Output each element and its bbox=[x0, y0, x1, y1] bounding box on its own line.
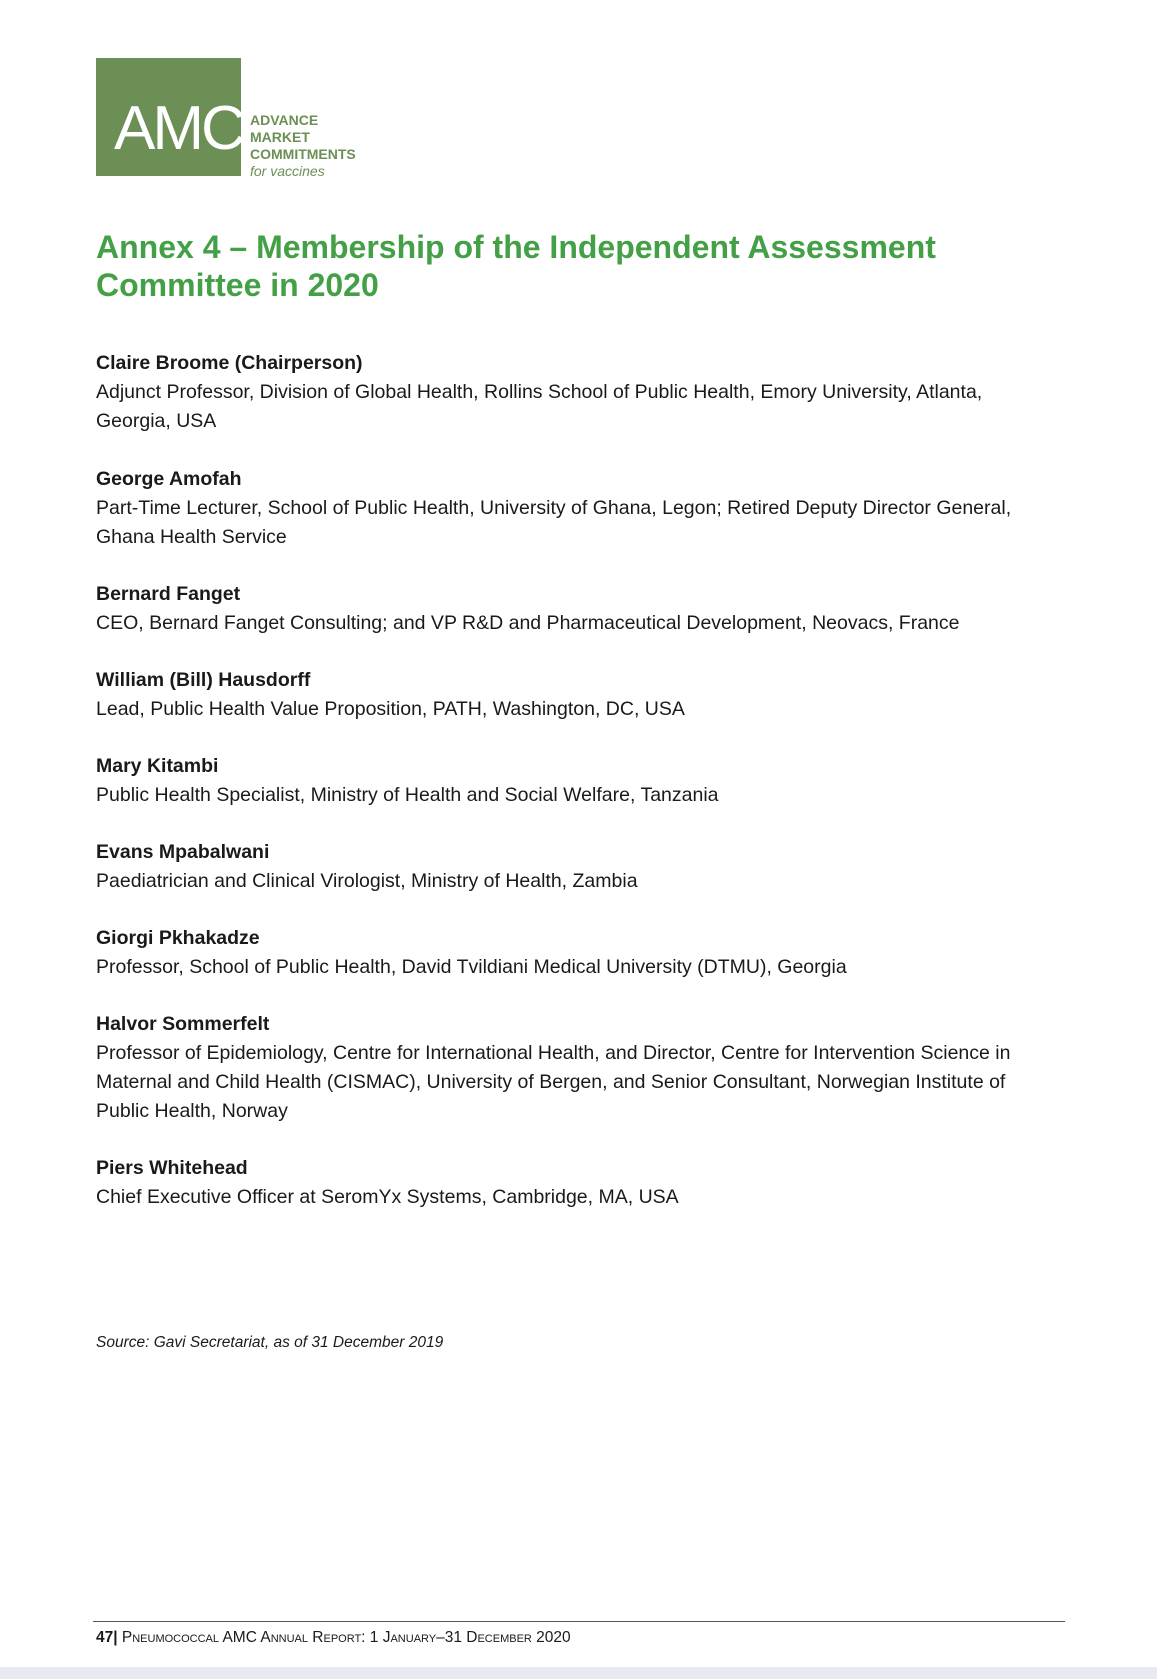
page-footer bbox=[96, 1629, 571, 1647]
logo-text bbox=[250, 112, 356, 180]
bottom-strip bbox=[0, 1667, 1157, 1679]
member-entry bbox=[96, 666, 1056, 724]
member-name: William (Bill) Hausdorff bbox=[96, 669, 311, 691]
member-name: Halvor Sommerfelt bbox=[96, 1013, 270, 1035]
amc-logo bbox=[96, 58, 366, 179]
footer-divider bbox=[93, 1621, 1065, 1622]
member-entry bbox=[96, 1154, 1056, 1212]
member-name: Piers Whitehead bbox=[96, 1157, 248, 1179]
member-name: Bernard Fanget bbox=[96, 583, 241, 605]
member-entry bbox=[96, 349, 1056, 436]
logo-line-3: COMMITMENTS bbox=[250, 146, 356, 162]
member-list bbox=[96, 349, 1056, 1212]
logo-line-2: MARKET bbox=[250, 129, 310, 145]
member-name: Claire Broome (Chairperson) bbox=[96, 352, 363, 374]
member-entry bbox=[96, 465, 1056, 552]
member-role: Lead, Public Health Value Proposition, PATH, Washington, DC, USA bbox=[96, 698, 685, 720]
member-role: CEO, Bernard Fanget Consulting; and VP R&D and Pharmaceutical Development, Neovacs, France bbox=[96, 612, 960, 634]
member-role: Part-Time Lecturer, School of Public Health, University of Ghana, Legon; Retired Deputy Director General, Ghana Health Service bbox=[96, 497, 1012, 548]
member-entry bbox=[96, 1010, 1056, 1126]
logo-tagline: for vaccines bbox=[250, 163, 325, 179]
member-role: Professor of Epidemiology, Centre for International Health, and Director, Centre for Intervention Science in Maternal and Child Health (CISMAC), University of Bergen, and Senior Consultant, Norwegian Institute of Public Health, Norway bbox=[96, 1042, 1011, 1122]
member-entry bbox=[96, 580, 1056, 638]
report-title: Pneumococcal AMC Annual Report: 1 January–31 December 2020 bbox=[121, 1629, 571, 1646]
member-role: Public Health Specialist, Ministry of Health and Social Welfare, Tanzania bbox=[96, 784, 719, 806]
member-name: Mary Kitambi bbox=[96, 755, 219, 777]
member-name: Giorgi Pkhakadze bbox=[96, 927, 260, 949]
page-number: 47| bbox=[96, 1629, 118, 1646]
logo-letters: AMC bbox=[114, 94, 243, 163]
member-entry bbox=[96, 838, 1056, 896]
page-title: Annex 4 – Membership of the Independent Assessment Committee in 2020 bbox=[96, 229, 936, 303]
member-role: Adjunct Professor, Division of Global Health, Rollins School of Public Health, Emory University, Atlanta, Georgia, USA bbox=[96, 381, 983, 432]
member-name: George Amofah bbox=[96, 468, 242, 490]
member-entry bbox=[96, 752, 1056, 810]
member-entry bbox=[96, 924, 1056, 982]
member-name: Evans Mpabalwani bbox=[96, 841, 270, 863]
member-role: Professor, School of Public Health, David Tvildiani Medical University (DTMU), Georgia bbox=[96, 956, 847, 978]
member-role: Paediatrician and Clinical Virologist, Ministry of Health, Zambia bbox=[96, 870, 638, 892]
logo-line-1: ADVANCE bbox=[250, 112, 319, 128]
member-role: Chief Executive Officer at SeromYx Systems, Cambridge, MA, USA bbox=[96, 1186, 679, 1208]
source-note: Source: Gavi Secretariat, as of 31 December 2019 bbox=[96, 1334, 444, 1351]
